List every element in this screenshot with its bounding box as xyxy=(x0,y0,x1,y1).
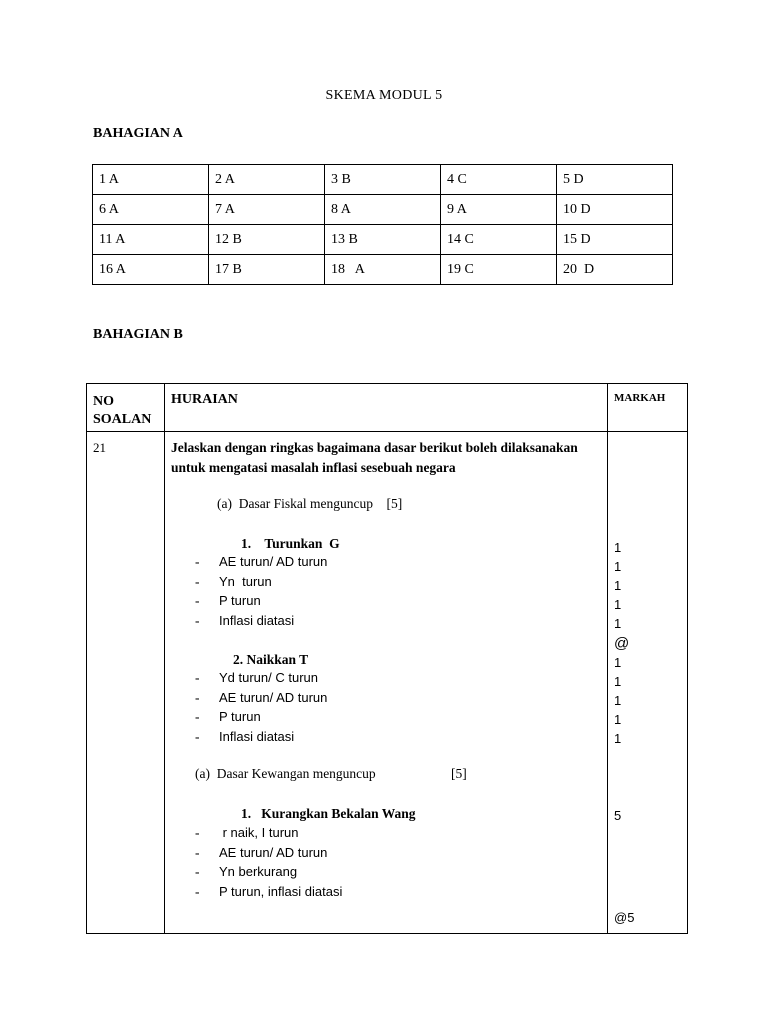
bullet-point: AE turun/ AD turun xyxy=(219,844,328,860)
mark-value: @ xyxy=(614,635,630,652)
answer-cell: 10 D xyxy=(557,195,673,225)
answer-cell: 6 A xyxy=(93,195,209,225)
answer-cell: 4 C xyxy=(441,165,557,195)
bullet-point: Inflasi diatasi xyxy=(219,728,295,744)
answer-cell: 12 B xyxy=(209,225,325,255)
scheme-table xyxy=(86,383,688,934)
mark-at-five: @5 xyxy=(614,910,635,925)
header-markah: MARKAH xyxy=(608,384,688,432)
header-no-soalan xyxy=(87,384,165,432)
part-b-monetary: (a) Dasar Kewangan menguncup xyxy=(195,766,376,781)
answer-cell: 7 A xyxy=(209,195,325,225)
item3-title: 1. Kurangkan Bekalan Wang xyxy=(241,806,416,821)
answer-cell: 19 C xyxy=(441,255,557,285)
bullet-dash: - xyxy=(195,573,200,589)
part-a-fiscal: (a) Dasar Fiskal menguncup [5] xyxy=(217,496,403,511)
answer-cell: 15 D xyxy=(557,225,673,255)
answer-cell: 20 D xyxy=(557,255,673,285)
mark-value: 1 xyxy=(614,712,622,727)
mark-value: 1 xyxy=(614,674,622,689)
bullet-dash: - xyxy=(195,883,200,899)
answer-cell: 2 A xyxy=(209,165,325,195)
mark-value: 1 xyxy=(614,693,622,708)
bullet-point: Inflasi diatasi xyxy=(219,612,295,628)
header-no-soalan-label: NO SOALAN xyxy=(93,394,152,427)
bullet-point: P turun, inflasi diatasi xyxy=(219,883,343,899)
bullet-point: AE turun/ AD turun xyxy=(219,554,328,569)
question-number: 21 xyxy=(87,432,165,934)
mark-value: 1 xyxy=(614,578,622,593)
bullet-dash: - xyxy=(195,709,200,724)
bullet-dash: - xyxy=(195,844,200,860)
answer-cell: 17 B xyxy=(209,255,325,285)
answer-row xyxy=(93,225,673,255)
bullet-dash: - xyxy=(195,554,200,569)
bullet-dash: - xyxy=(195,728,200,744)
bullet-point: P turun xyxy=(219,709,261,724)
answer-cell: 16 A xyxy=(93,255,209,285)
part-b-marks: [5] xyxy=(451,766,467,781)
answer-cell: 13 B xyxy=(325,225,441,255)
bullet-point: Yd turun/ C turun xyxy=(219,670,318,685)
bullet-dash: - xyxy=(195,612,200,628)
answer-cell: 18 A xyxy=(325,255,441,285)
mark-value: 1 xyxy=(614,540,622,555)
item1-title: 1. Turunkan G xyxy=(241,536,340,551)
section-b-heading: BAHAGIAN B xyxy=(93,327,183,342)
mark-value: 1 xyxy=(614,655,622,670)
answer-cell: 5 D xyxy=(557,165,673,195)
mark-value: 1 xyxy=(614,731,622,746)
bullet-dash: - xyxy=(195,593,200,608)
bullet-point: Yn berkurang xyxy=(219,864,298,879)
bullet-dash: - xyxy=(195,825,200,840)
bullet-point: AE turun/ AD turun xyxy=(219,689,328,705)
answer-cell: 8 A xyxy=(325,195,441,225)
bullet-point: Yn turun xyxy=(219,573,272,589)
mark-value: 1 xyxy=(614,597,622,612)
answer-row xyxy=(93,165,673,195)
bullet-point: P turun xyxy=(219,593,261,608)
mark-value: 1 xyxy=(614,559,622,574)
bullet-point: r naik, I turun xyxy=(219,825,299,840)
header-huraian: HURAIAN xyxy=(165,384,608,432)
item2-title: 2. Naikkan T xyxy=(233,652,309,667)
answer-row xyxy=(93,255,673,285)
section-a-heading: BAHAGIAN A xyxy=(93,126,183,141)
answer-table xyxy=(92,164,673,285)
bullet-dash: - xyxy=(195,864,200,879)
answer-cell: 9 A xyxy=(441,195,557,225)
answer-cell: 1 A xyxy=(93,165,209,195)
huraian-cell xyxy=(165,432,608,934)
mark-value: 1 xyxy=(614,616,622,631)
answer-cell: 14 C xyxy=(441,225,557,255)
answer-row xyxy=(93,195,673,225)
bullet-dash: - xyxy=(195,689,200,705)
question-text: Jelaskan dengan ringkas bagaimana dasar berikut boleh dilaksanakan untuk mengatasi masalah inflasi sesebuah negara xyxy=(171,440,578,475)
page-title: SKEMA MODUL 5 xyxy=(325,88,443,103)
answer-cell: 3 B xyxy=(325,165,441,195)
bullet-dash: - xyxy=(195,670,200,685)
answer-cell: 11 A xyxy=(93,225,209,255)
markah-cell xyxy=(608,432,688,934)
mark-five: 5 xyxy=(614,808,622,823)
